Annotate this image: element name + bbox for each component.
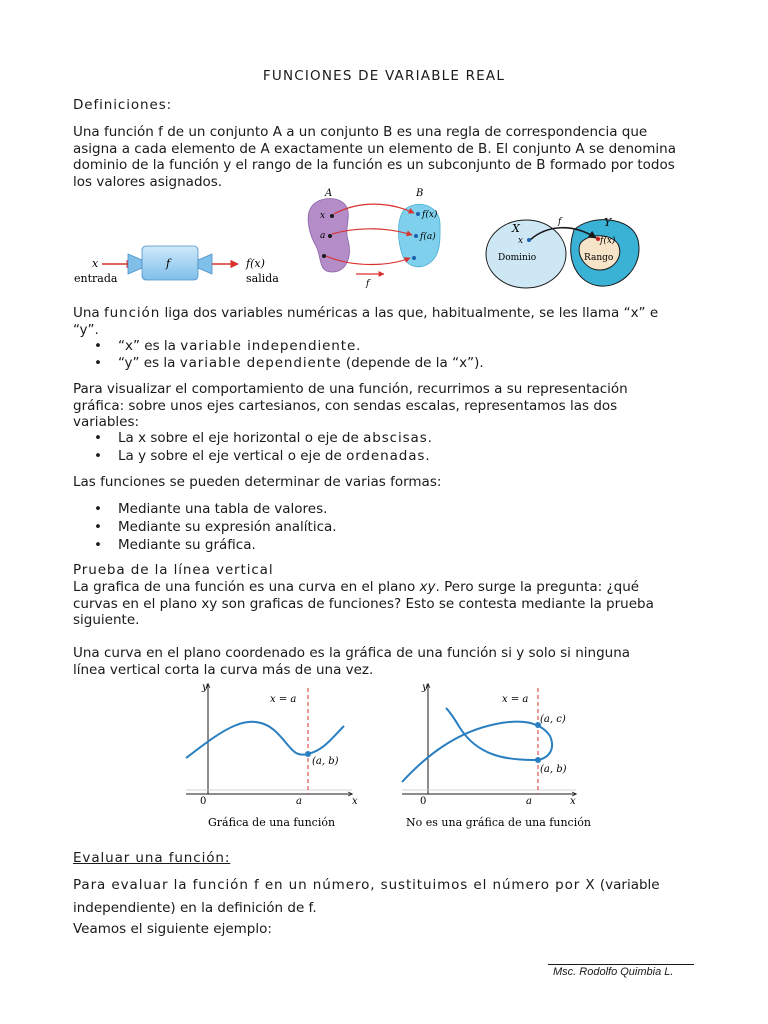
- forms-intro: Las funciones se pueden determinar de varias formas:: [73, 474, 442, 490]
- function-machine-diagram: [70, 240, 280, 290]
- text: Para evaluar la función f en un número, sustituimos el número por X: [73, 877, 596, 893]
- text: liga dos variables numéricas a las que, habitualmente, se les llama “x” e: [160, 305, 659, 321]
- text: La grafica de una función es una curva en el plano: [73, 579, 420, 595]
- x-label: x: [570, 796, 576, 807]
- fx-element: f(x): [600, 236, 616, 246]
- a-tick-label: a: [296, 796, 302, 807]
- output-label: salida: [246, 272, 279, 285]
- text-line: gráfica: sobre unos ejes cartesianos, con sendas escalas, representamos las dos: [73, 397, 618, 414]
- text: (depende de la “x”).: [341, 355, 484, 371]
- line-label: x = a: [502, 694, 529, 705]
- text-line: Una función f de un conjunto A a un conjunto B es una regla de correspondencia que: [73, 124, 648, 140]
- list-item: • Mediante su gráfica.: [94, 537, 256, 553]
- list-item: • Mediante una tabla de valores.: [94, 501, 328, 517]
- definition-paragraph: [73, 124, 698, 190]
- list-item: • La x sobre el eje horizontal o eje de abscisas.: [94, 430, 432, 446]
- visualize-paragraph: [73, 381, 698, 431]
- page-title: FUNCIONES DE VARIABLE REAL: [262, 68, 506, 84]
- graph-caption: Gráfica de una función: [208, 816, 336, 829]
- origin-label: 0: [200, 796, 207, 807]
- a-tick-label: a: [526, 796, 532, 807]
- section-heading: Prueba de la línea vertical: [73, 562, 274, 578]
- output-var: f(x): [246, 257, 265, 270]
- text: “y” es la: [118, 355, 180, 371]
- text-line: dominio de la función y el rango de la función es un subconjunto de B formado por todos: [73, 157, 675, 173]
- f-label: f: [558, 217, 562, 227]
- text-line: Para visualizar el comportamiento de una función, recurrimos a su representación: [73, 381, 628, 397]
- footer-author: Msc. Rodolfo Quimbia L.: [553, 966, 674, 978]
- text-line: curvas en el plano xy son graficas de funciones? Esto se contesta mediante la prueba: [73, 595, 654, 612]
- fa-element: f(a): [420, 232, 436, 242]
- x-label: x: [352, 796, 358, 807]
- text: Mediante una tabla de valores.: [118, 501, 328, 517]
- text-line: Una curva en el plano coordenado es la gráfica de una función si y solo si ninguna: [73, 645, 631, 661]
- text-line: independiente) en la definición de f.: [73, 900, 317, 916]
- lower-intersection-point: [535, 757, 541, 763]
- input-var: x: [92, 257, 99, 270]
- top-point-label: (a, c): [540, 714, 566, 725]
- text: .: [425, 448, 430, 464]
- x-element: x: [518, 236, 524, 246]
- y-set-label: Y: [604, 216, 612, 229]
- liga-paragraph: [73, 305, 698, 338]
- text: La y sobre el eje vertical o eje de: [118, 448, 347, 464]
- text-line: variables:: [73, 414, 140, 430]
- arrow-mapping-diagram: [300, 186, 450, 288]
- fx-element: f(x): [422, 210, 438, 220]
- function-curve: [186, 722, 344, 758]
- keyword: función: [104, 305, 161, 321]
- x-element: x: [320, 211, 326, 221]
- y-label: y: [422, 682, 428, 693]
- evaluate-paragraph: [73, 874, 698, 920]
- origin-label: 0: [420, 796, 427, 807]
- relation-curve: [402, 708, 552, 782]
- definitions-heading: Definiciones:: [73, 97, 173, 113]
- y-label: y: [202, 682, 208, 693]
- line-label: x = a: [270, 694, 297, 705]
- x-set-label: X: [512, 222, 520, 235]
- keyword: ordenadas: [346, 448, 426, 464]
- example-line: Veamos el siguiente ejemplo:: [73, 921, 272, 937]
- text: La x sobre el eje horizontal o eje de: [118, 430, 364, 446]
- list-item: • “y” es la variable dependiente (depende de la “x”).: [94, 355, 484, 371]
- text: xy: [419, 579, 436, 595]
- a-element: a: [320, 231, 326, 241]
- intersection-point: [305, 751, 311, 757]
- vertical-test-paragraph: [73, 579, 698, 629]
- text: . Pero surge la pregunta: ¿qué: [435, 579, 640, 595]
- keyword: abscisas: [363, 430, 428, 446]
- keyword: variable independiente: [180, 338, 357, 354]
- set-b-label: B: [416, 188, 424, 199]
- f-label: f: [366, 279, 370, 288]
- set-a-label: A: [325, 188, 333, 199]
- text: .: [427, 430, 432, 446]
- footer-rule: [548, 964, 694, 965]
- text: Mediante su gráfica.: [118, 537, 256, 553]
- text-line: los valores asignados.: [73, 173, 223, 190]
- bottom-point-label: (a, b): [540, 764, 567, 775]
- text-line: “y”.: [73, 321, 99, 338]
- range-label: Rango: [584, 253, 614, 263]
- keyword: variable dependiente: [179, 355, 342, 371]
- text: (variable: [595, 877, 660, 893]
- graph-caption: No es una gráfica de una función: [406, 816, 591, 829]
- section-heading: Evaluar una función:: [73, 850, 231, 866]
- text: “x” es la: [118, 338, 181, 354]
- domain-range-diagram: [482, 210, 642, 294]
- non-function-graph: [396, 676, 596, 836]
- text: Una: [73, 305, 105, 321]
- point-label: (a, b): [312, 756, 339, 767]
- text-line: línea vertical corta la curva más de una vez.: [73, 661, 374, 678]
- function-symbol: f: [166, 257, 171, 270]
- text-line: siguiente.: [73, 612, 140, 628]
- list-item: • “x” es la variable independiente.: [94, 338, 361, 354]
- function-graph: [178, 676, 368, 836]
- input-label: entrada: [74, 272, 118, 285]
- domain-label: Dominio: [498, 253, 537, 263]
- text: Mediante su expresión analítica.: [118, 519, 337, 535]
- vertical-rule-paragraph: [73, 645, 698, 678]
- list-item: • Mediante su expresión analítica.: [94, 519, 337, 535]
- text: .: [356, 338, 361, 354]
- list-item: • La y sobre el eje vertical o eje de ordenadas.: [94, 448, 430, 464]
- text-line: asigna a cada elemento de A exactamente un elemento de B. El conjunto A se denomina: [73, 140, 676, 157]
